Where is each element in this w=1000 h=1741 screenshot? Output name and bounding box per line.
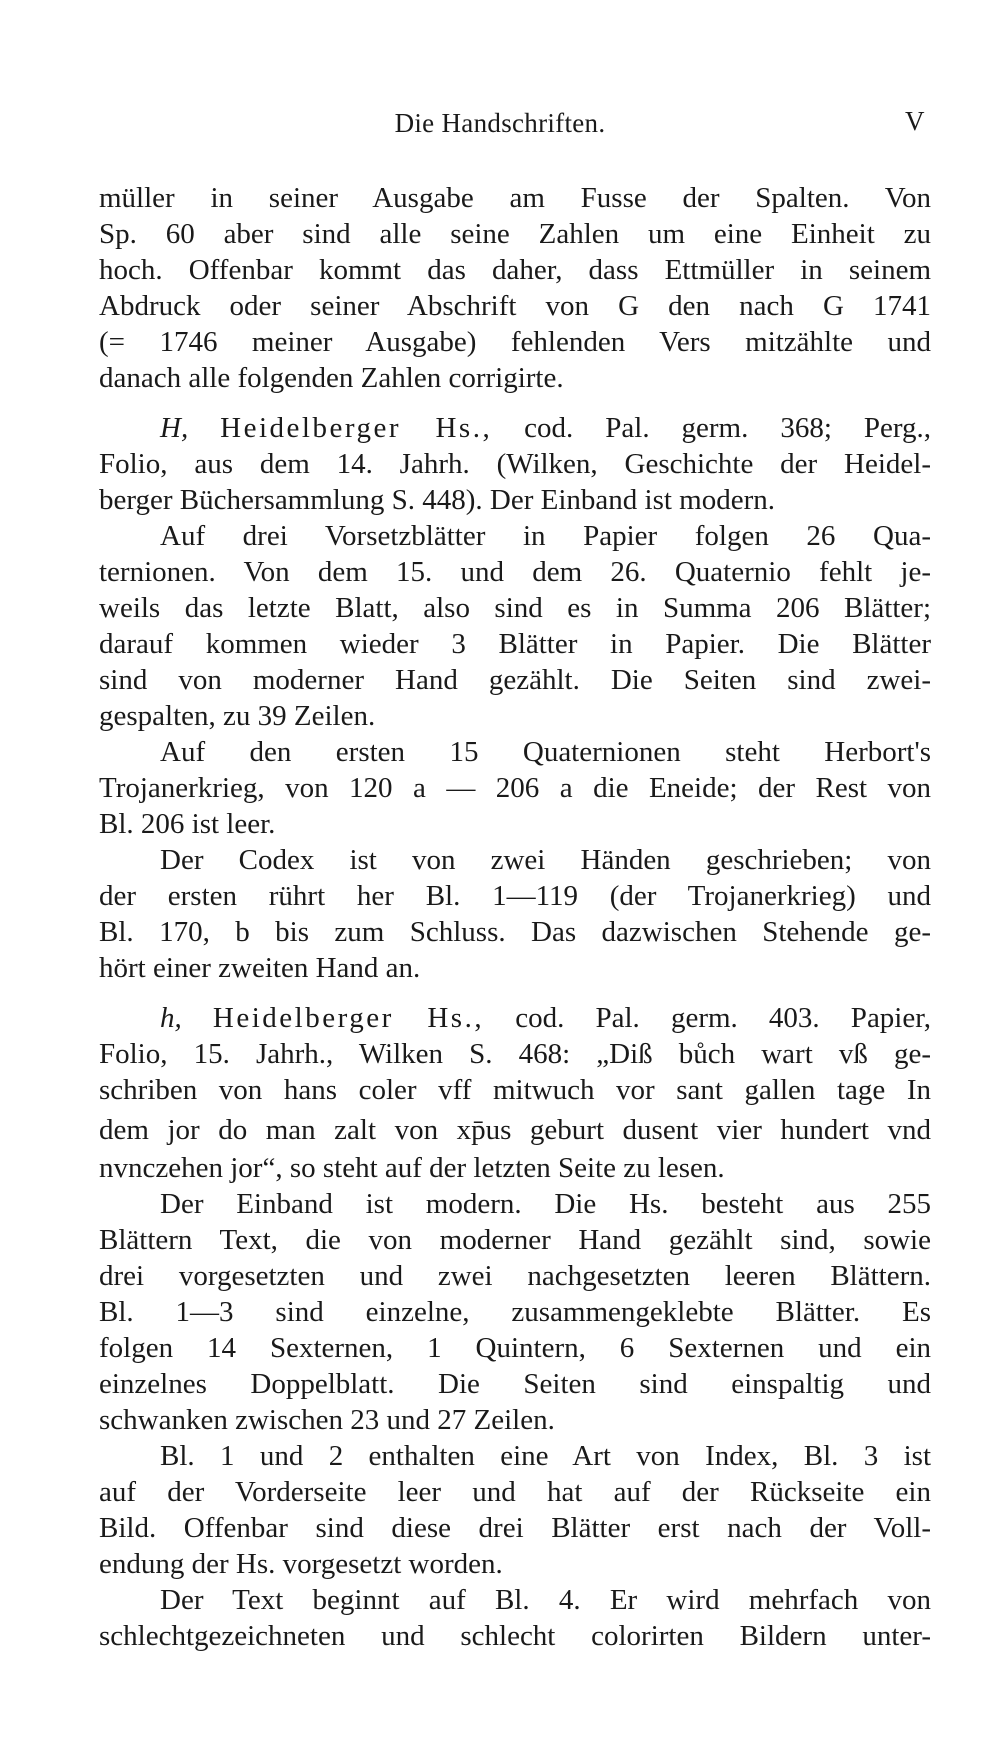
text-line: auf der Vorderseite leer und hat auf der Rückseite ein — [99, 1476, 931, 1508]
text-line: Bl. 206 ist leer. — [99, 808, 276, 840]
text-line: Abdruck oder seiner Abschrift von G den nach G 1741 — [99, 290, 931, 322]
text-line: Folio, aus dem 14. Jahrh. (Wilken, Geschichte der Heidel- — [99, 448, 931, 480]
text-line: Trojanerkrieg, von 120 a — 206 a die Eneide; der Rest von — [99, 772, 931, 804]
manuscript-name: Heidelberger Hs., — [220, 412, 493, 444]
text-line: weils das letzte Blatt, also sind es in Summa 206 Blätter; — [99, 592, 931, 624]
text-line: hört einer zweiten Hand an. — [99, 952, 421, 984]
text-line: schwanken zwischen 23 und 27 Zeilen. — [99, 1404, 555, 1436]
text-line: Folio, 15. Jahrh., Wilken S. 468: „Diß bůch wart vß ge- — [99, 1038, 931, 1070]
text-line: Bl. 1—3 sind einzelne, zusammengeklebte Blätter. Es — [99, 1296, 931, 1328]
manuscript-name: Heidelberger Hs., — [212, 1002, 485, 1034]
text-line: dem jor do man zalt von xp̄us geburt dusent vier hundert vnd — [99, 1114, 931, 1146]
manuscript-siglum: H, — [160, 412, 189, 444]
text-line: Bild. Offenbar sind diese drei Blätter erst nach der Voll- — [99, 1512, 931, 1544]
text-line: gespalten, zu 39 Zeilen. — [99, 700, 376, 732]
text-line: danach alle folgenden Zahlen corrigirte. — [99, 362, 564, 394]
text-line: müller in seiner Ausgabe am Fusse der Spalten. Von — [99, 182, 931, 214]
text-line: drei vorgesetzten und zwei nachgesetzten leeren Blättern. — [99, 1260, 931, 1292]
text-line: Bl. 170, b bis zum Schluss. Das dazwischen Stehende ge- — [99, 916, 931, 948]
text-line: schlechtgezeichneten und schlecht colorirten Bildern unter- — [99, 1620, 931, 1652]
text-line: hoch. Offenbar kommt das daher, dass Ettmüller in seinem — [99, 254, 931, 286]
text-line: ternionen. Von dem 15. und dem 26. Quaternio fehlt je- — [99, 556, 931, 588]
text-line: Der Codex ist von zwei Händen geschrieben; von — [160, 844, 931, 876]
running-title: Die Handschriften. — [394, 108, 606, 138]
text-line: (= 1746 meiner Ausgabe) fehlenden Vers mitzählte und — [99, 326, 931, 358]
text-line: einzelnes Doppelblatt. Die Seiten sind einspaltig und — [99, 1368, 931, 1400]
text-line: darauf kommen wieder 3 Blätter in Papier. Die Blätter — [99, 628, 931, 660]
text-line: Der Text beginnt auf Bl. 4. Er wird mehrfach von — [160, 1584, 931, 1616]
text-line: Auf den ersten 15 Quaternionen steht Herbort's — [160, 736, 931, 768]
manuscript-shelfmark: cod. Pal. germ. 368; Perg., — [524, 412, 931, 444]
manuscript-entry-heading — [160, 410, 931, 446]
text-line: folgen 14 Sexternen, 1 Quintern, 6 Sexternen und ein — [99, 1332, 931, 1364]
text-line: berger Büchersammlung S. 448). Der Einband ist modern. — [99, 484, 775, 516]
page-number: V — [905, 106, 925, 136]
manuscript-entry-heading — [160, 1000, 931, 1036]
text-line: Der Einband ist modern. Die Hs. besteht aus 255 — [160, 1188, 931, 1220]
text-line: endung der Hs. vorgesetzt worden. — [99, 1548, 503, 1580]
text-line: sind von moderner Hand gezählt. Die Seiten sind zwei- — [99, 664, 931, 696]
manuscript-shelfmark: cod. Pal. germ. 403. Papier, — [515, 1002, 931, 1034]
text-line: Auf drei Vorsetzblätter in Papier folgen 26 Qua- — [160, 520, 931, 552]
manuscript-siglum: h, — [160, 1002, 182, 1034]
text-line: nvnczehen jor“, so steht auf der letzten Seite zu lesen. — [99, 1152, 725, 1184]
text-line: Blättern Text, die von moderner Hand gezählt sind, sowie — [99, 1224, 931, 1256]
text-line: Bl. 1 und 2 enthalten eine Art von Index, Bl. 3 ist — [160, 1440, 931, 1472]
text-line: der ersten rührt her Bl. 1—119 (der Trojanerkrieg) und — [99, 880, 931, 912]
text-line: Sp. 60 aber sind alle seine Zahlen um eine Einheit zu — [99, 218, 931, 250]
text-line: schriben von hans coler vff mitwuch vor sant gallen tage In — [99, 1074, 931, 1106]
